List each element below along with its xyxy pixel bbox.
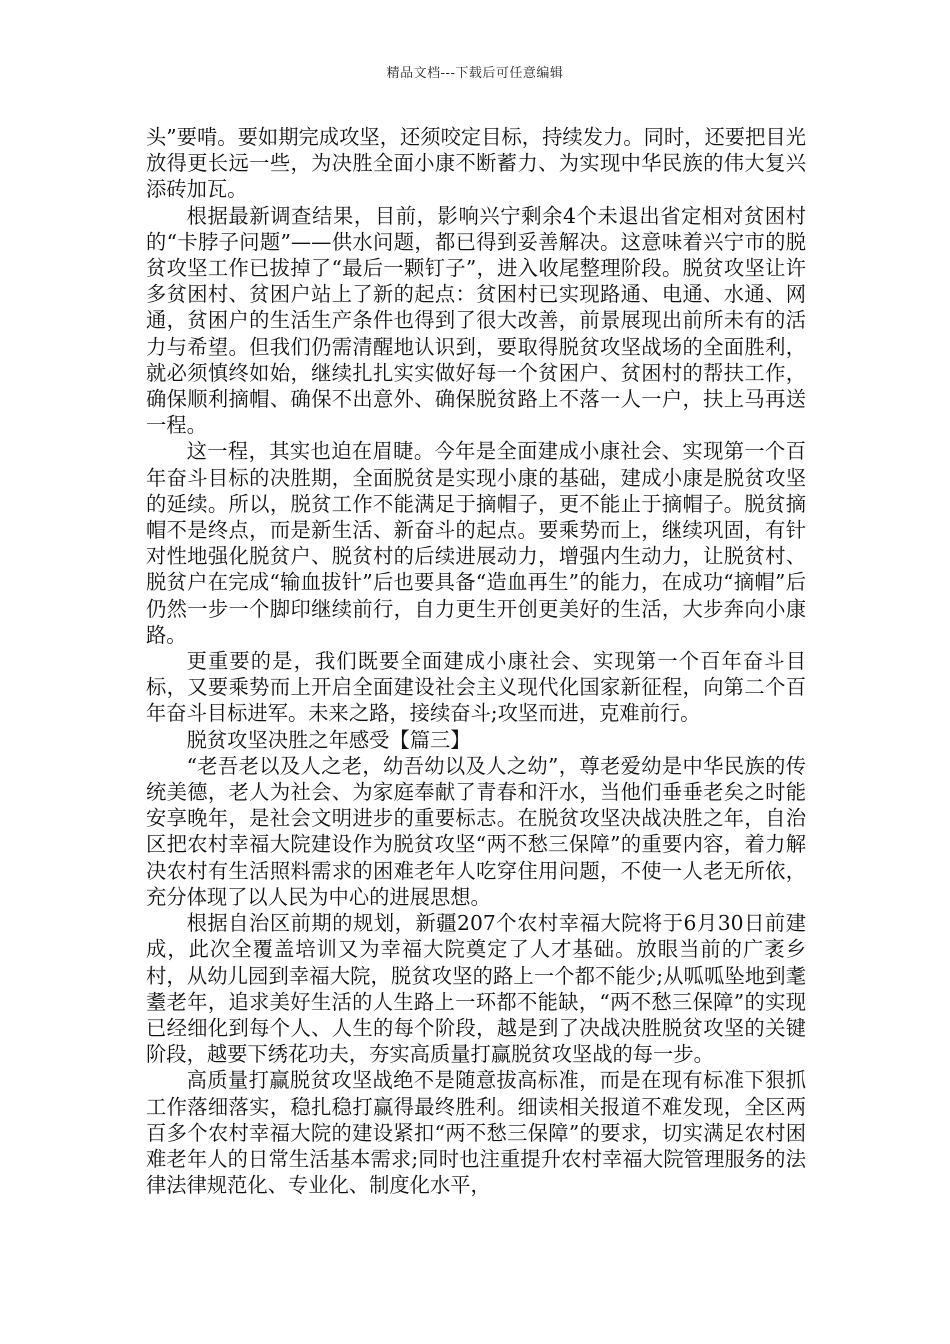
paragraph: 高质量打赢脱贫攻坚战绝不是随意拔高标准，而是在现有标准下狠抓工作落细落实，稳扎稳打赢得最终胜利。细读相关报道不难发现，全区两百多个农村幸福大院的建设紧扣“两不愁三保障”的要求，切实满足农村困难老年人的日常生活基本需求;同时也注重提升农村幸福大院管理服务的法律法律规范化、专业化、制度化水平， xyxy=(146,1068,806,1198)
paragraph-continuation: 头”要啃。要如期完成攻坚，还须咬定目标，持续发力。同时，还要把目光放得更长远一些，为决胜全面小康不断蓄力、为实现中华民族的伟大复兴添砖加瓦。 xyxy=(146,125,806,202)
section-heading: 脱贫攻坚决胜之年感受【篇三】 xyxy=(186,727,471,752)
paragraph: 根据最新调查结果，目前，影响兴宁剩余4个未退出省定相对贫困村的“卡脖子问题”——供水问题，都已得到妥善解决。这意味着兴宁市的脱贫攻坚工作已拔掉了“最后一颗钉子”，进入收尾整理阶段。脱贫攻坚让许多贫困村、贫困户站上了新的起点：贫困村已实现路通、电通、水通、网通，贫困户的生活生产条件也得到了很大改善，前景展现出前所未有的活力与希望。但我们仍需清醒地认识到，要取得脱贫攻坚战场的全面胜利，就必须慎终如始，继续扎扎实实做好每一个贫困户、贫困村的帮扶工作，确保顺利摘帽、确保不出意外、确保脱贫路上不落一人一户，扶上马再送一程。 xyxy=(146,203,806,438)
paragraph: “老吾老以及人之老，幼吾幼以及人之幼”，尊老爱幼是中华民族的传统美德，老人为社会、为家庭奉献了青春和汗水，当他们垂垂老矣之时能安享晚年，是社会文明进步的重要标志。在脱贫攻坚决战决胜之年，自治区把农村幸福大院建设作为脱贫攻坚“两不愁三保障”的重要内容，着力解决农村有生活照料需求的困难老年人吃穿住用问题，不使一人老无所依，充分体现了以人民为中心的进展思想。 xyxy=(146,753,806,909)
paragraph: 根据自治区前期的规划，新疆207个农村幸福大院将于6月30日前建成，此次全覆盖培训又为幸福大院奠定了人才基础。放眼当前的广袤乡村，从幼儿园到幸福大院，脱贫攻坚的路上一个都不能少;从呱呱坠地到耄耋老年，追求美好生活的人生路上一环都不能缺，“两不愁三保障”的实现已经细化到每个人、人生的每个阶段，越是到了决战决胜脱贫攻坚的关键阶段，越要下绣花功夫，夯实高质量打赢脱贫攻坚战的每一步。 xyxy=(146,911,806,1067)
document-body xyxy=(146,124,806,1198)
paragraph: 这一程，其实也迫在眉睫。今年是全面建成小康社会、实现第一个百年奋斗目标的决胜期，全面脱贫是实现小康的基础，建成小康是脱贫攻坚的延续。所以，脱贫工作不能满足于摘帽子，更不能止于摘帽子。脱贫摘帽不是终点，而是新生活、新奋斗的起点。要乘势而上，继续巩固，有针对性地强化脱贫户、脱贫村的后续进展动力，增强内生动力，让脱贫村、脱贫户在完成“输血拔针”后也要具备“造血再生”的能力，在成功“摘帽”后仍然一步一个脚印继续前行，自力更生开创更美好的生活，大步奔向小康路。 xyxy=(146,439,806,647)
page-header: 精品文档---下载后可任意编辑 xyxy=(386,66,564,81)
paragraph: 更重要的是，我们既要全面建成小康社会、实现第一个百年奋斗目标，又要乘势而上开启全面建设社会主义现代化国家新征程，向第二个百年奋斗目标进军。未来之路，接续奋斗;攻坚而进，克难前行。 xyxy=(146,649,806,726)
